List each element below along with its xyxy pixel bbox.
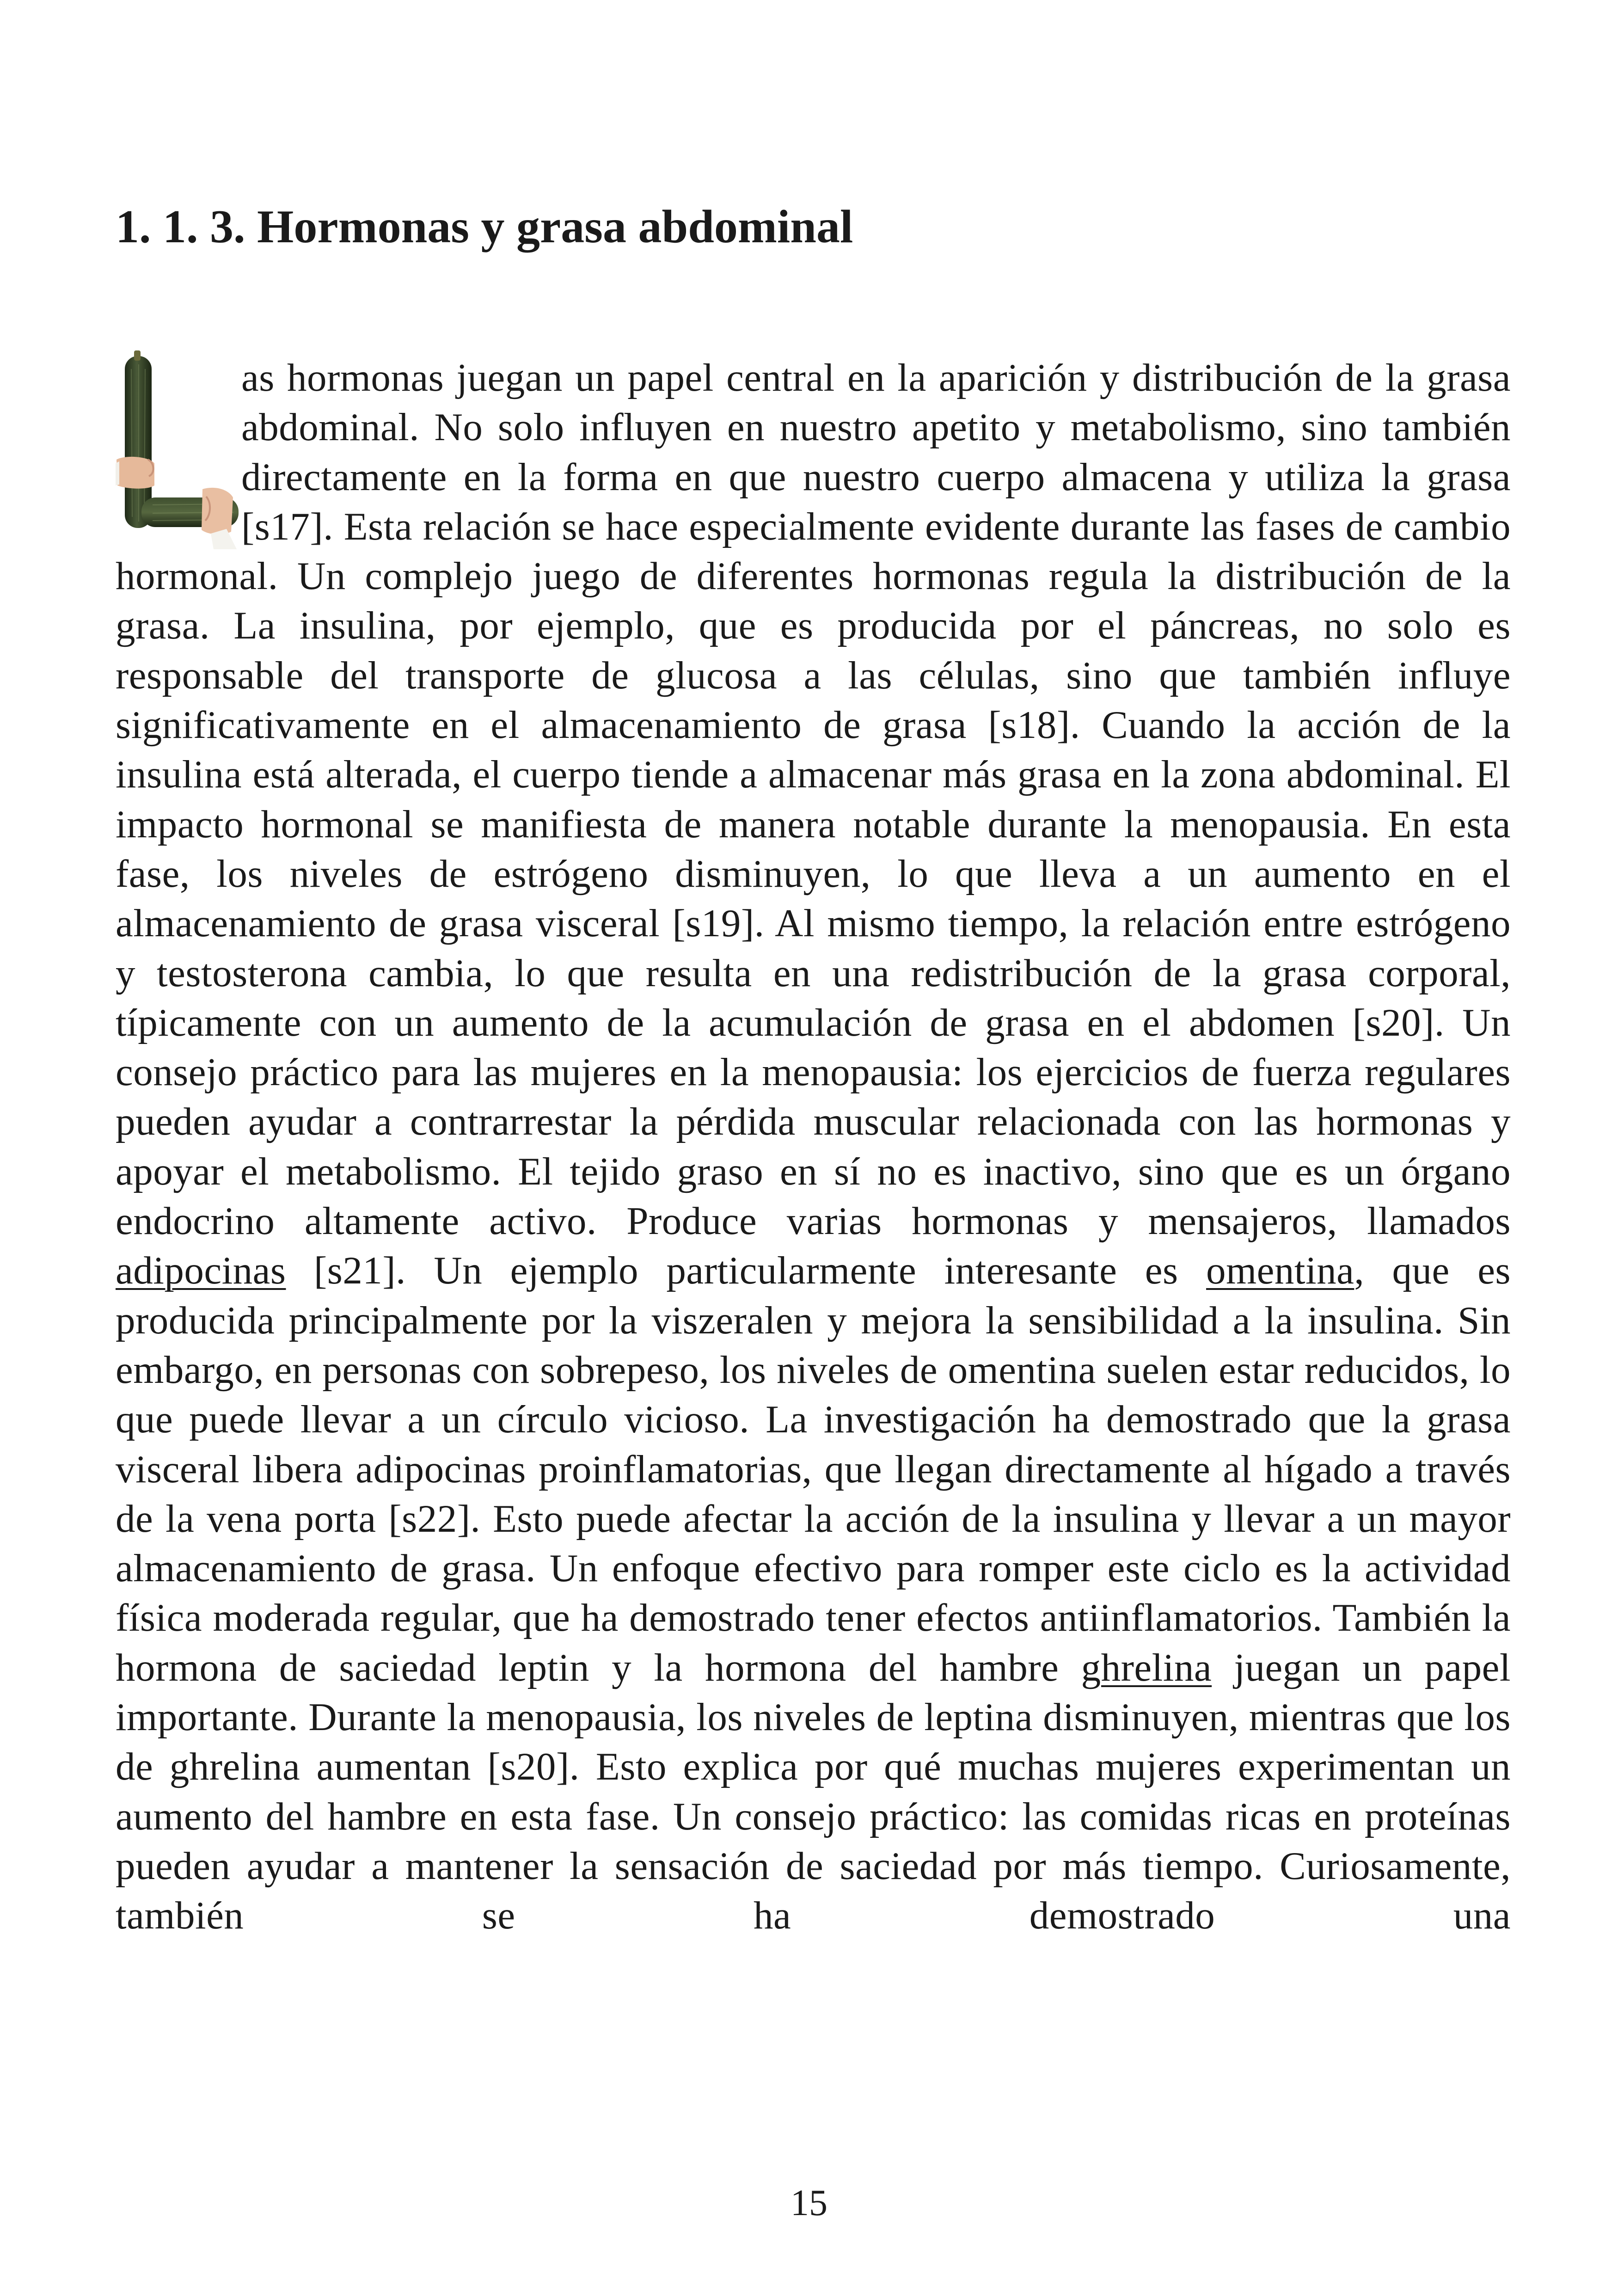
paragraph-text-part-4: juegan un papel importante. Durante la menopausia, los niveles de leptina disminuyen, mientras que los de ghrelina aumentan [s20]. Esto explica por qué muchas mujeres experimentan un aumento del hambre en esta fase. Un consejo práctico: las comidas ricas en proteínas pueden ayudar a mantener la sensación de saciedad por más tiempo. Curiosamente, también se ha demostrado una bbox=[116, 1645, 1511, 1938]
paragraph-text-part-1: as hormonas juegan un papel central en la aparición y distribución de la grasa abdominal. No solo influyen en nuestro apetito y metabolismo, sino también directamente en la forma en que nuestro cuerpo almacena y utiliza la grasa [s17]. Esta relación se hace especialmente evidente durante las fases de cambio hormonal. Un complejo juego de diferentes hormonas regula la distribución de la grasa. La insulina, por ejemplo, que es producida por el páncreas, no solo es responsable del transporte de glucosa a las células, sino que también influye significativamente en el almacenamiento de grasa [s18]. Cuando la acción de la insulina está alterada, el cuerpo tiende a almacenar más grasa en la zona abdominal. El impacto hormonal se manifiesta de manera notable durante la menopausia. En esta fase, los niveles de estrógeno disminuyen, lo que lleva a un aumento en el almacenamiento de grasa visceral [s19]. Al mismo tiempo, la relación entre estrógeno y testosterona cambia, lo que resulta en una redistribución de la grasa corporal, típicamente con un aumento de la acumulación de grasa en el abdomen [s20]. Un consejo práctico para las mujeres en la menopausia: los ejercicios de fuerza regulares pueden ayudar a contrarrestar la pérdida muscular relacionada con las hormonas y apoyar el metabolismo. El tejido graso en sí no es inactivo, sino que es un órgano endocrino altamente activo. Produce varias hormonas y mensajeros, llamados bbox=[116, 356, 1511, 1243]
link-ghrelina[interactable]: ghrelina bbox=[1081, 1645, 1212, 1689]
page-number: 15 bbox=[791, 2183, 827, 2223]
section-heading: 1. 1. 3. Hormonas y grasa abdominal bbox=[116, 201, 853, 253]
dropcap-letter-l bbox=[116, 350, 241, 549]
zucchini-letter-l-with-hands-image bbox=[116, 350, 241, 549]
body-paragraph bbox=[116, 353, 1511, 1941]
paragraph-text-part-2: [s21]. Un ejemplo particularmente interesante es bbox=[313, 1249, 1178, 1293]
paragraph-text-part-3: , que es producida principalmente por la viszeralen y mejora la sensibilidad a la insulina. Sin embargo, en personas con sobrepeso, los niveles de omentina suelen estar reducidos, lo que puede llevar a un círculo vicioso. La investigación ha demostrado que la grasa visceral libera adipocinas proinflamatorias, que llegan directamente al hígado a través de la vena porta [s22]. Esto puede afectar la acción de la insulina y llevar a un mayor almacenamiento de grasa. Un enfoque efectivo para romper este ciclo es la actividad física moderada regular, que ha demostrado tener efectos antiinflamatorios. También la hormona de saciedad leptin y la hormona del hambre bbox=[116, 1249, 1511, 1689]
link-omentina[interactable]: omentina bbox=[1206, 1249, 1354, 1293]
link-adipocinas[interactable]: adipocinas bbox=[116, 1249, 286, 1293]
